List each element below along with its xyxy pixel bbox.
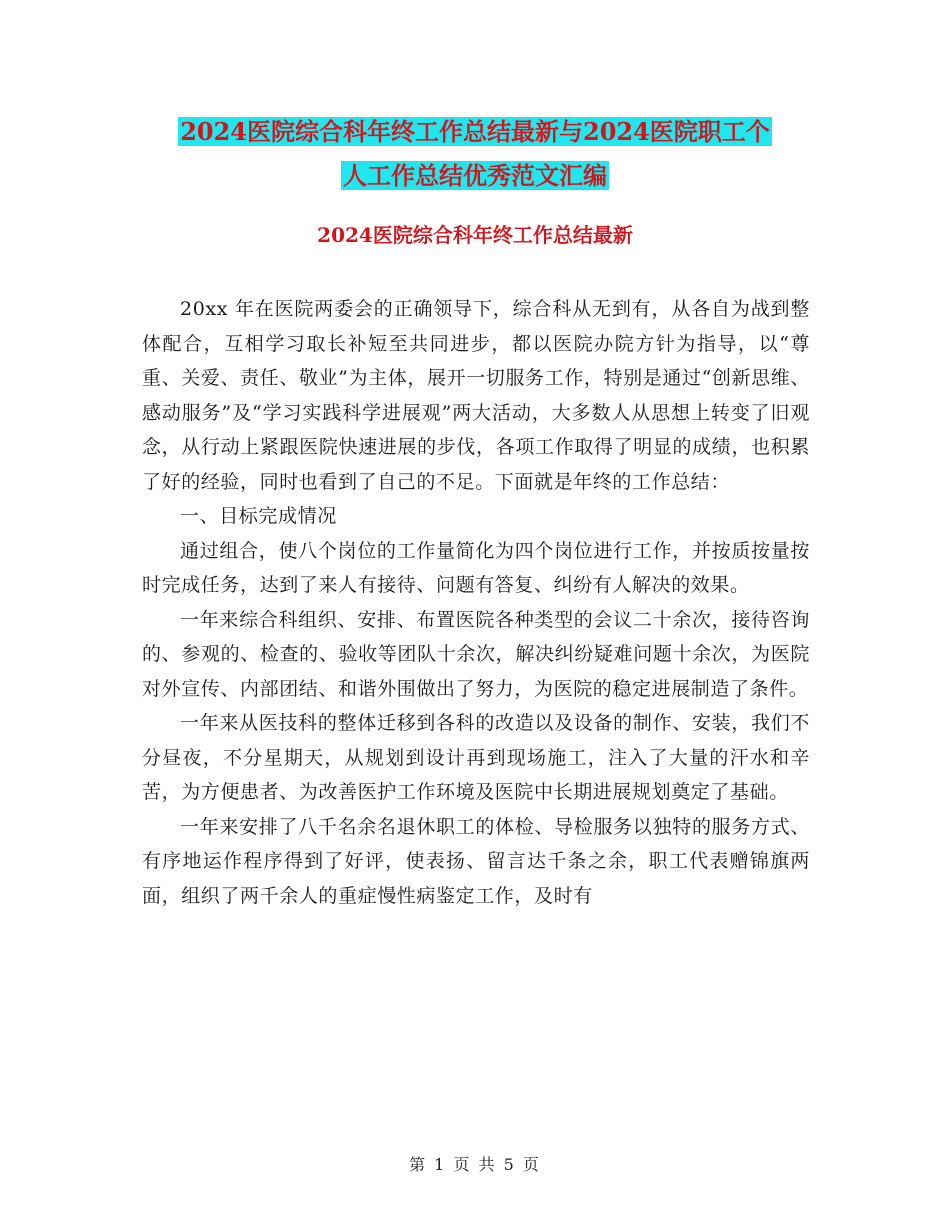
section-title: 2024医院综合科年终工作总结最新: [317, 223, 633, 247]
paragraph-restructure: 通过组合，使八个岗位的工作量简化为四个岗位进行工作，并按质按量按时完成任务，达到了来人有接待、问题有答复、纠纷有人解决的效果。: [142, 539, 810, 596]
paragraph-checkups: 一年来安排了八千名余名退休职工的体检、导检服务以独特的服务方式、有序地运作程序得到了好评，使表扬、留言达千条之余，职工代表赠锦旗两面，组织了两千余人的重症慢性病鉴定工作，及时有: [142, 815, 810, 907]
page-number-footer: 第 1 页 共 5 页: [409, 1155, 541, 1174]
paragraph-intro: 20xx 年在医院两委会的正确领导下，综合科从无到有，从各自为战到整体配合，互相学习取长补短至共同进步，都以医院办院方针为指导，以“尊重、关爱、责任、敬业”为主体，展开一切服务工作，特别是通过“创新思维、感动服务”及“学习实践科学进展观”两大活动，大多数人从思想上转变了旧观念，从行动上紧跟医院快速进展的步伐，各项工作取得了明显的成绩，也积累了好的经验，同时也看到了自己的不足。下面就是年终的工作总结：: [142, 298, 810, 493]
main-title-highlight-1: 2024医院综合科年终工作总结最新与2024医院职工个: [180, 117, 770, 146]
paragraph-relocation: 一年来从医技科的整体迁移到各科的改造以及设备的制作、安装，我们不分昼夜，不分星期天，从规划到设计再到现场施工，注入了大量的汗水和辛苦，为方便患者、为改善医护工作环境及医院中长期进展规划奠定了基础。: [142, 712, 810, 803]
document-body: [142, 292, 810, 913]
main-title-line-1: [0, 112, 950, 152]
paragraph-heading-goals: 一、目标完成情况: [180, 505, 337, 527]
document-main-title: [0, 112, 950, 200]
paragraph-meetings: 一年来综合科组织、安排、布置医院各种类型的会议二十余次，接待咨询的、参观的、检查的、验收等团队十余次，解决纠纷疑难问题十余次，为医院对外宣传、内部团结、和谐外围做出了努力，为医院的稳定进展制造了条件。: [142, 608, 810, 700]
main-title-highlight-2: 人工作总结优秀范文汇编: [343, 161, 607, 190]
main-title-line-2: [0, 156, 950, 196]
